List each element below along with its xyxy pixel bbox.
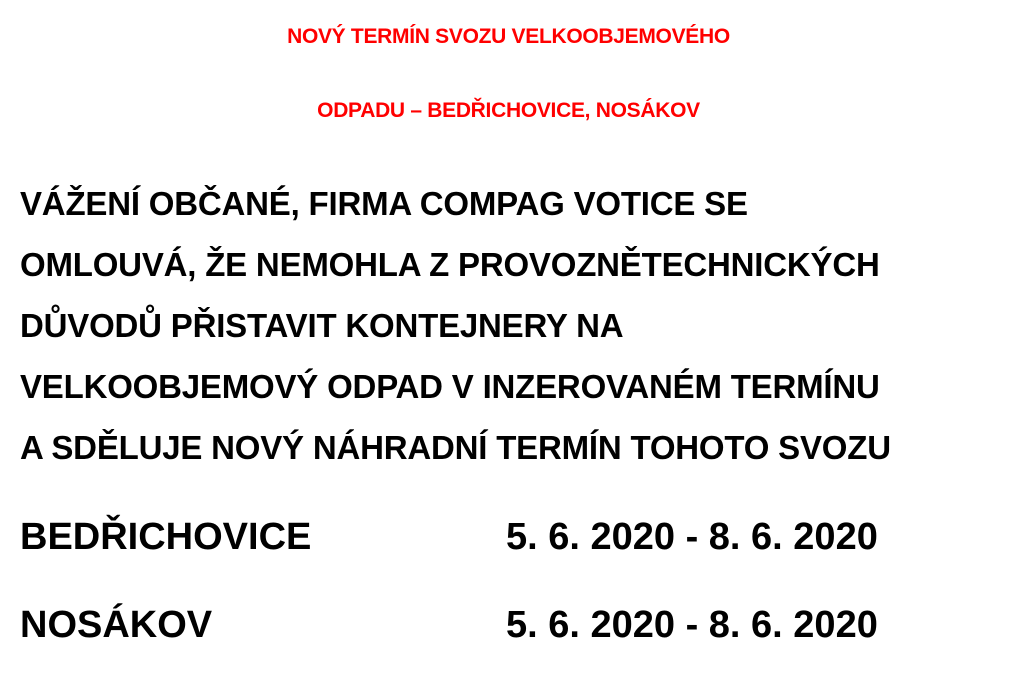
notice-title-line-1: NOVÝ TERMÍN SVOZU VELKOOBJEMOVÉHO xyxy=(287,25,730,48)
notice-body-line-2: OMLOUVÁ, ŽE NEMOHLA Z PROVOZNĚTECHNICKÝCH xyxy=(20,246,880,283)
notice-title-line-2: ODPADU – BEDŘICHOVICE, NOSÁKOV xyxy=(317,99,700,122)
notice-body-line-1: VÁŽENÍ OBČANÉ, FIRMA COMPAG VOTICE SE xyxy=(20,185,748,222)
schedule-row-bedrichovice xyxy=(0,512,1017,562)
schedule-dates: 5. 6. 2020 - 8. 6. 2020 xyxy=(506,516,878,558)
notice-body-line-5: A SDĚLUJE NOVÝ NÁHRADNÍ TERMÍN TOHOTO SVOZU xyxy=(20,429,891,466)
schedule-place: NOSÁKOV xyxy=(20,604,213,646)
schedule-dates: 5. 6. 2020 - 8. 6. 2020 xyxy=(506,604,878,646)
notice-body-line-4: VELKOOBJEMOVÝ ODPAD V INZEROVANÉM TERMÍNU xyxy=(20,368,880,405)
schedule-place: BEDŘICHOVICE xyxy=(20,516,312,558)
schedule-row-nosakov xyxy=(0,600,1017,650)
notice-body-line-3: DŮVODŮ PŘISTAVIT KONTEJNERY NA xyxy=(20,307,624,344)
